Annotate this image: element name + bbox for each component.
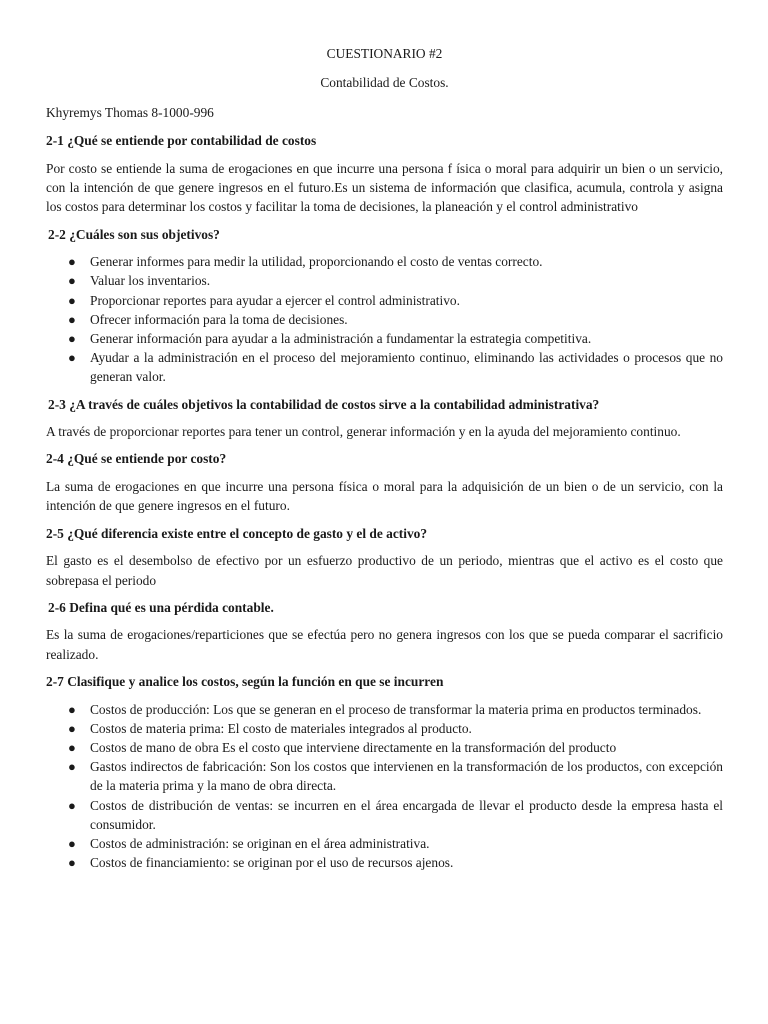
bullet-icon: ● bbox=[68, 855, 76, 871]
question-2-3: 2-3 ¿A través de cuáles objetivos la contabilidad de costos sirve a la contabilidad administrativa? bbox=[48, 396, 600, 412]
cost-classification-list bbox=[46, 700, 723, 873]
list-item bbox=[46, 291, 723, 310]
list-item bbox=[46, 329, 723, 348]
list-item bbox=[46, 252, 723, 271]
bullet-icon: ● bbox=[68, 701, 76, 717]
list-item-text: Valuar los inventarios. bbox=[90, 273, 211, 289]
list-item-text: Costos de producción: Los que se generan en el proceso de transformar la materia prima en productos terminados. bbox=[90, 701, 702, 717]
document-subtitle: Contabilidad de Costos. bbox=[320, 75, 449, 91]
bullet-icon: ● bbox=[68, 331, 76, 347]
bullet-icon: ● bbox=[68, 311, 76, 327]
list-item-text: Generar información para ayudar a la administración a fundamentar la estrategia competitiva. bbox=[90, 331, 592, 347]
bullet-icon: ● bbox=[68, 739, 76, 755]
bullet-icon: ● bbox=[68, 254, 76, 270]
question-2-6: 2-6 Defina qué es una pérdida contable. bbox=[48, 599, 274, 615]
bullet-icon: ● bbox=[68, 292, 76, 308]
question-2-2: 2-2 ¿Cuáles son sus objetivos? bbox=[48, 226, 220, 242]
list-item-text: Generar informes para medir la utilidad, proporcionando el costo de ventas correcto. bbox=[90, 254, 543, 270]
list-item bbox=[46, 700, 723, 719]
list-item-text: Costos de mano de obra Es el costo que interviene directamente en la transformación del producto bbox=[90, 739, 617, 755]
document-title: CUESTIONARIO #2 bbox=[326, 46, 443, 61]
question-2-4: 2-4 ¿Qué se entiende por costo? bbox=[46, 451, 227, 467]
document-page bbox=[46, 44, 723, 880]
objectives-list bbox=[46, 252, 723, 386]
list-item bbox=[46, 719, 723, 738]
list-item bbox=[46, 348, 723, 386]
list-item-text: Costos de distribución de ventas: se incurren en el área encargada de llevar el producto desde la empresa hasta el consumidor. bbox=[90, 797, 723, 832]
list-item bbox=[46, 853, 723, 872]
list-item bbox=[46, 738, 723, 757]
bullet-icon: ● bbox=[68, 835, 76, 851]
list-item-text: Costos de materia prima: El costo de materiales integrados al producto. bbox=[90, 720, 472, 736]
bullet-icon: ● bbox=[68, 720, 76, 736]
list-item-text: Ayudar a la administración en el proceso del mejoramiento continuo, eliminando las actividades o procesos que no generan valor. bbox=[90, 350, 723, 385]
answer-2-1: Por costo se entiende la suma de erogaciones en que incurre una persona f ísica o moral para adquirir un bien o un servicio, con la intención de que genere ingresos en el futuro.Es un sistema de información que clasifica, acumula, controla y asigna los costos para determinar los costos y facilitar la toma de decisiones, la planeación y el control administrativo bbox=[46, 160, 723, 215]
list-item-text: Costos de administración: se originan en el área administrativa. bbox=[90, 835, 430, 851]
list-item-text: Gastos indirectos de fabricación: Son los costos que intervienen en la transformación de los productos, con excepción de la materia prima y la mano de obra directa. bbox=[90, 759, 723, 794]
answer-2-5: El gasto es el desembolso de efectivo por un esfuerzo productivo de un periodo, mientras que el activo es el costo que sobrepasa el periodo bbox=[46, 553, 723, 588]
answer-2-6: Es la suma de erogaciones/reparticiones que se efectúa pero no genera ingresos con los que se pueda comparar el sacrificio realizado. bbox=[46, 627, 723, 662]
bullet-icon: ● bbox=[68, 273, 76, 289]
bullet-icon: ● bbox=[68, 759, 76, 775]
question-2-7: 2-7 Clasifique y analice los costos, según la función en que se incurren bbox=[46, 674, 444, 690]
answer-2-4: La suma de erogaciones en que incurre una persona física o moral para la adquisición de un bien o de un servicio, con la intención de que genere ingresos en el futuro. bbox=[46, 478, 723, 514]
question-2-5: 2-5 ¿Qué diferencia existe entre el concepto de gasto y el de activo? bbox=[46, 525, 428, 541]
bullet-icon: ● bbox=[68, 350, 76, 366]
list-item-text: Proporcionar reportes para ayudar a ejercer el control administrativo. bbox=[90, 292, 460, 308]
list-item bbox=[46, 757, 723, 795]
list-item bbox=[46, 796, 723, 834]
author-line: Khyremys Thomas 8-1000-996 bbox=[46, 104, 214, 120]
list-item-text: Costos de financiamiento: se originan por el uso de recursos ajenos. bbox=[90, 855, 454, 871]
answer-2-3: A través de proporcionar reportes para tener un control, generar información y en la ayuda del mejoramiento continuo. bbox=[46, 424, 681, 440]
list-item bbox=[46, 834, 723, 853]
list-item-text: Ofrecer información para la toma de decisiones. bbox=[90, 311, 348, 327]
question-2-1: 2-1 ¿Qué se entiende por contabilidad de costos bbox=[46, 133, 317, 149]
list-item bbox=[46, 271, 723, 290]
list-item bbox=[46, 310, 723, 329]
bullet-icon: ● bbox=[68, 797, 76, 813]
